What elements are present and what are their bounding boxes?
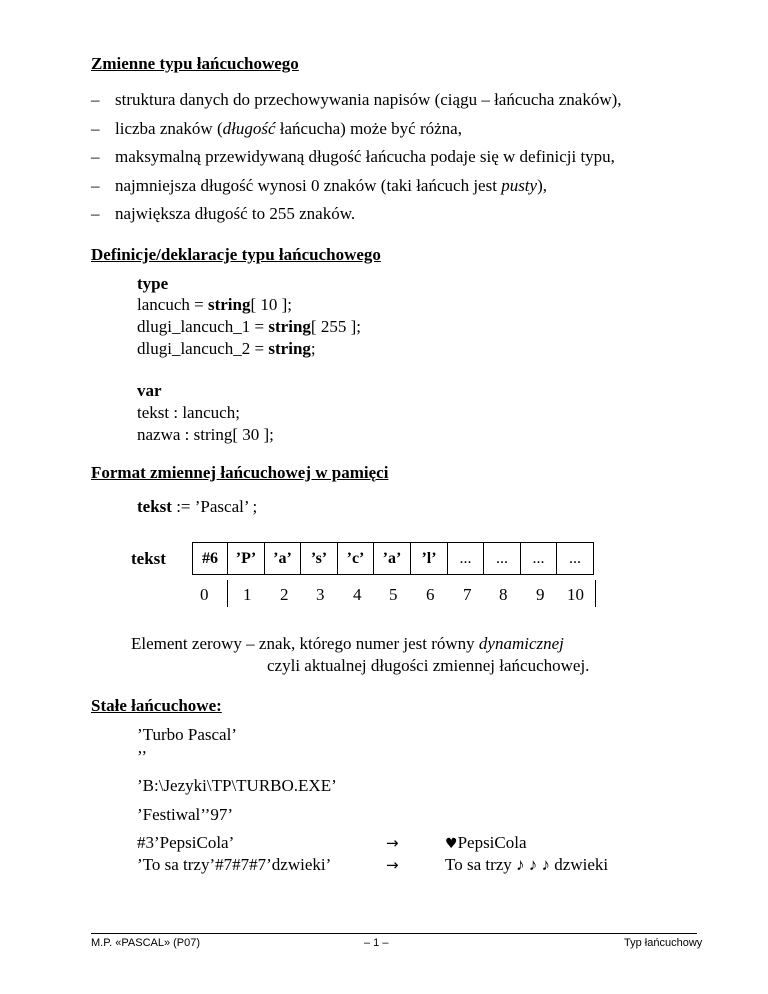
page-number: – 1 – <box>364 937 389 949</box>
note-line-2: czyli aktualnej długości zmiennej łańcuchowej. <box>267 656 590 675</box>
code-line: tekst : lancuch; <box>137 403 240 422</box>
string-constant: ’Festiwal’’97’ <box>137 805 233 824</box>
list-item-text: największa długość to 255 znaków. <box>115 204 356 223</box>
example-result: ♥PepsiCola <box>445 833 527 852</box>
memory-index: 6 <box>426 585 435 604</box>
string-constant: ’’ <box>137 747 148 766</box>
code-line: dlugi_lancuch_1 = string[ 255 ]; <box>137 317 361 336</box>
string-constant: ’Turbo Pascal’ <box>137 725 237 744</box>
memory-table <box>192 542 594 575</box>
example-code: #3’PepsiCola’ <box>137 833 235 852</box>
section-heading-memory-format: Format zmiennej łańcuchowej w pamięci <box>91 463 389 482</box>
section-heading-string-constants: Stałe łańcuchowe: <box>91 696 222 715</box>
memory-cell: ’c’ <box>338 542 374 575</box>
memory-index: 5 <box>389 585 398 604</box>
memory-cell: ’P’ <box>228 542 265 575</box>
note-line-1: Element zerowy – znak, którego numer jest równy dynamicznej <box>131 634 564 653</box>
memory-index: 3 <box>316 585 325 604</box>
var-keyword: var <box>137 381 162 400</box>
list-dash: – <box>91 119 100 138</box>
memory-cell: ’a’ <box>374 542 411 575</box>
memory-cell: ... <box>521 542 557 575</box>
arrow-icon: → <box>386 856 399 874</box>
memory-index: 1 <box>243 585 252 604</box>
memory-row-label: tekst <box>131 549 166 568</box>
heart-icon: ♥ <box>445 836 458 852</box>
code-line: lancuch = string[ 10 ]; <box>137 295 292 314</box>
memory-cell: ... <box>448 542 484 575</box>
example-code: ’To sa trzy’#7#7#7’dzwieki’ <box>137 855 332 874</box>
memory-index: 2 <box>280 585 289 604</box>
memory-index: 10 <box>567 585 584 604</box>
memory-cell-length: #6 <box>192 542 228 575</box>
memory-cell: ... <box>557 542 594 575</box>
memory-cell: ’a’ <box>265 542 301 575</box>
type-keyword: type <box>137 274 169 293</box>
memory-index: 8 <box>499 585 508 604</box>
section-heading-string-variables: Zmienne typu łańcuchowego <box>91 54 299 73</box>
example-result: To sa trzy ♪ ♪ ♪ dzwieki <box>445 855 609 874</box>
list-dash: – <box>91 204 100 223</box>
footer-rule <box>91 933 697 934</box>
code-line: dlugi_lancuch_2 = string; <box>137 339 316 358</box>
list-item-text: najmniejsza długość wynosi 0 znaków (taki łańcuch jest pusty), <box>115 176 547 195</box>
memory-index: 4 <box>353 585 362 604</box>
memory-cell: ’s’ <box>301 542 338 575</box>
list-dash: – <box>91 90 100 109</box>
list-dash: – <box>91 176 100 195</box>
index-divider <box>595 580 596 607</box>
section-heading-definitions: Definicje/deklaracje typu łańcuchowego <box>91 245 381 264</box>
list-dash: – <box>91 147 100 166</box>
list-item-text: maksymalną przewidywaną długość łańcucha podaje się w definicji typu, <box>115 147 615 166</box>
memory-index: 0 <box>200 585 209 604</box>
memory-cell: ’l’ <box>411 542 448 575</box>
memory-cell: ... <box>484 542 521 575</box>
memory-index: 9 <box>536 585 545 604</box>
index-divider <box>227 580 228 607</box>
string-constant: ’B:\Jezyki\TP\TURBO.EXE’ <box>137 776 337 795</box>
arrow-icon: → <box>386 834 399 852</box>
footer-left: M.P. «PASCAL» (P07) <box>91 937 201 949</box>
list-item-text: struktura danych do przechowywania napisów (ciągu – łańcucha znaków), <box>115 90 622 109</box>
memory-index: 7 <box>463 585 472 604</box>
list-item-text: liczba znaków (długość łańcucha) może być różna, <box>115 119 462 138</box>
assignment-statement: tekst := ’Pascal’ ; <box>137 497 258 516</box>
footer-right: Typ łańcuchowy <box>624 937 703 949</box>
code-line: nazwa : string[ 30 ]; <box>137 425 274 444</box>
